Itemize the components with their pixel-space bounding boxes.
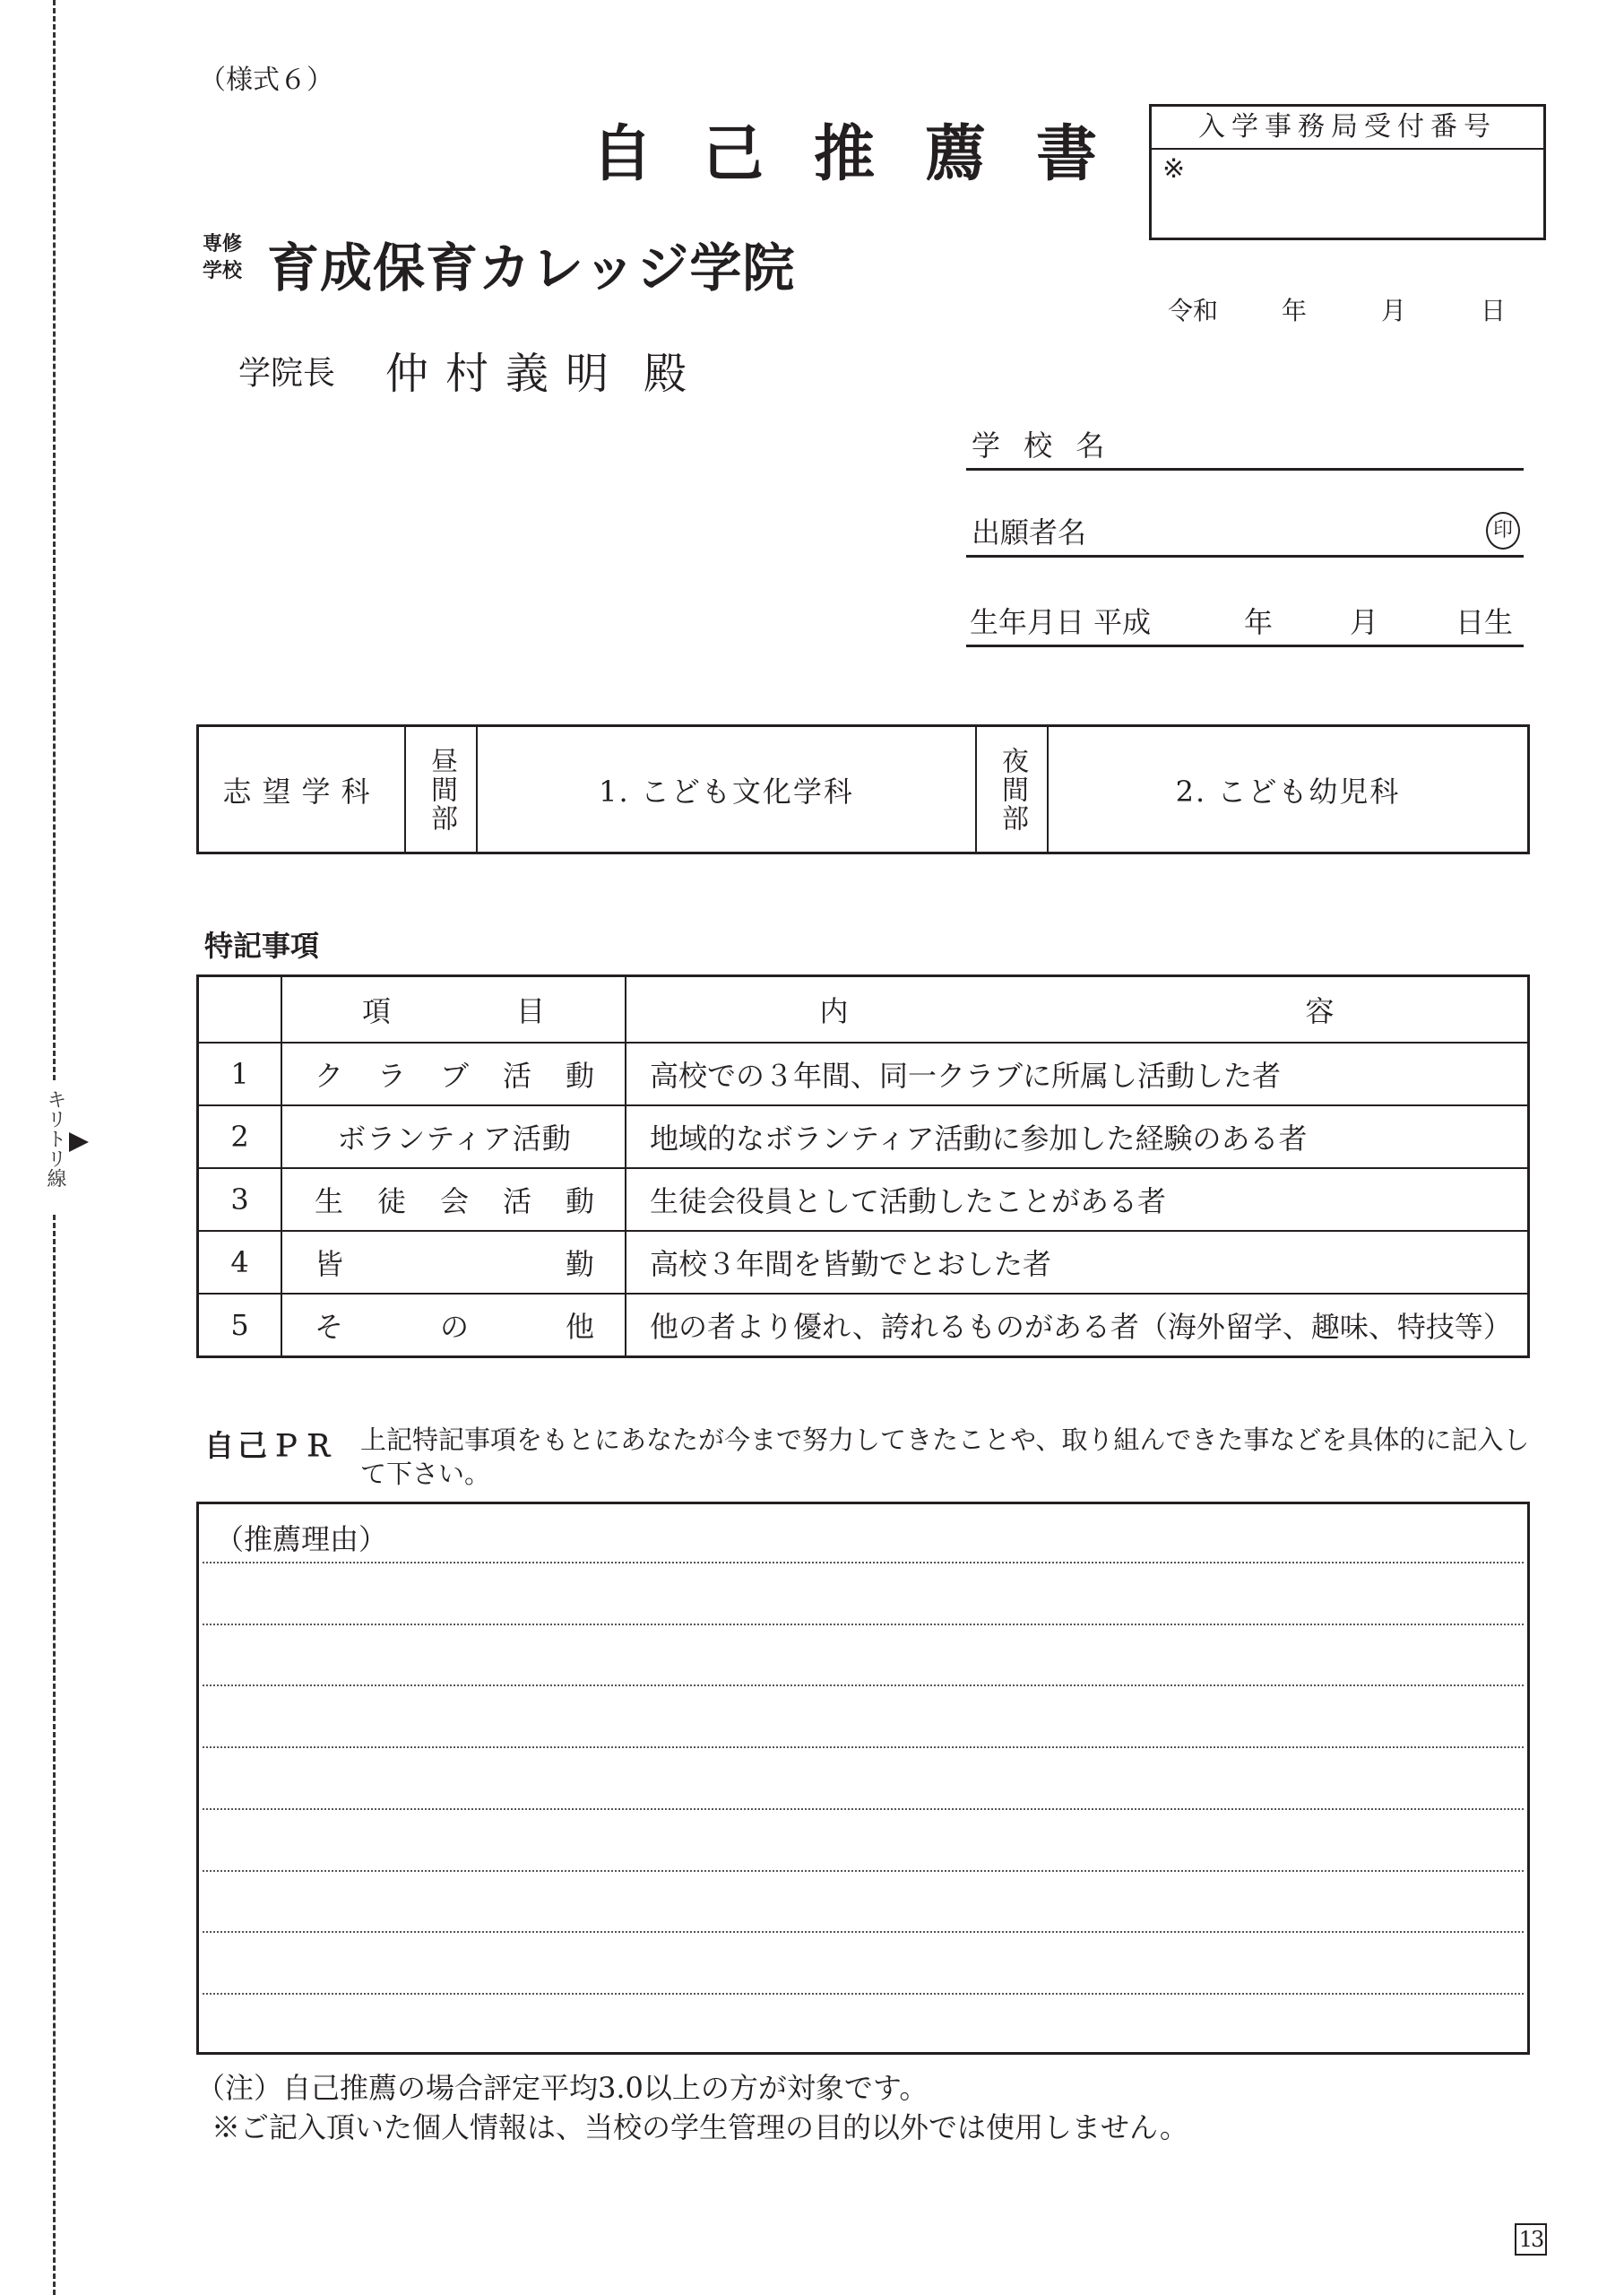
form-number: （様式６） bbox=[199, 65, 333, 96]
row-item-text: 動 bbox=[565, 1184, 594, 1218]
row-item-text: 会 bbox=[439, 1184, 469, 1218]
birth-year-label: 年 bbox=[1244, 605, 1274, 639]
school-type-line1: 専修 bbox=[203, 233, 243, 255]
table-row bbox=[199, 1104, 1527, 1167]
writing-line bbox=[203, 1993, 1524, 1995]
row-item bbox=[282, 1232, 626, 1293]
row-item-text: 他 bbox=[565, 1310, 594, 1344]
header-item bbox=[282, 977, 626, 1042]
option-kodomo-bunka[interactable]: 1. こども文化学科 bbox=[478, 727, 977, 852]
writing-line bbox=[203, 1746, 1524, 1748]
special-items-table bbox=[196, 974, 1530, 1358]
school-name-field[interactable] bbox=[966, 429, 1524, 471]
receipt-number-header: 入学事務局受付番号 bbox=[1152, 107, 1543, 150]
table-row bbox=[199, 1167, 1527, 1230]
row-number: 3 bbox=[199, 1169, 282, 1230]
school-type bbox=[203, 231, 242, 285]
row-item-text: 徒 bbox=[376, 1184, 406, 1218]
writing-line bbox=[203, 1624, 1524, 1625]
receipt-number-field[interactable] bbox=[1152, 150, 1543, 185]
writing-line bbox=[203, 1808, 1524, 1810]
date-era: 令和 bbox=[1168, 296, 1219, 325]
cut-arrow-icon bbox=[69, 1132, 89, 1152]
row-content: 地域的なボランティア活動に参加した経験のある者 bbox=[650, 1122, 1308, 1156]
row-item-text: ラ bbox=[376, 1059, 406, 1093]
recommendation-reason-field[interactable] bbox=[196, 1502, 1530, 2055]
school-name-label: 学 校 名 bbox=[972, 429, 1112, 463]
department-choice-table bbox=[196, 724, 1530, 854]
row-item-text: 活 bbox=[502, 1184, 531, 1218]
birth-month-label: 月 bbox=[1350, 605, 1379, 639]
birthdate-field[interactable] bbox=[966, 605, 1524, 647]
row-item-text: の bbox=[439, 1310, 469, 1344]
row-number: 2 bbox=[199, 1106, 282, 1167]
self-pr-label: 自己ＰＲ bbox=[204, 1428, 337, 1463]
school-type-line2: 学校 bbox=[203, 260, 243, 282]
row-item bbox=[282, 1106, 626, 1167]
date-year-label: 年 bbox=[1282, 296, 1308, 325]
header-no bbox=[199, 977, 282, 1042]
row-item-text: そ bbox=[315, 1310, 344, 1344]
row-content: 高校での３年間、同一クラブに所属し活動した者 bbox=[650, 1059, 1282, 1093]
writing-line bbox=[203, 1870, 1524, 1872]
note-grade-requirement: （注）自己推薦の場合評定平均3.0以上の方が対象です。 bbox=[196, 2071, 929, 2105]
writing-line bbox=[203, 1931, 1524, 1933]
header-item-char: 目 bbox=[516, 994, 546, 1028]
row-number: 1 bbox=[199, 1044, 282, 1104]
option-kodomo-youji[interactable]: 2. こども幼児科 bbox=[1175, 774, 1401, 809]
reference-mark: ※ bbox=[1162, 153, 1186, 185]
page-title: 自己推薦書 bbox=[592, 119, 1148, 190]
table-row bbox=[199, 1293, 1527, 1355]
writing-line bbox=[203, 1684, 1524, 1686]
table-header-row bbox=[199, 977, 1527, 1042]
self-pr-instruction: 上記特記事項をもとにあなたが今まで努力してきたことや、取り組んできた事などを具体的に記入して下さい。 bbox=[360, 1425, 1530, 1489]
addressee-name bbox=[385, 339, 704, 401]
header-content-char: 内 bbox=[819, 994, 849, 1028]
department-choice-label: 志望学科 bbox=[199, 727, 406, 852]
recommendation-reason-label: （推薦理由） bbox=[215, 1522, 388, 1556]
row-item bbox=[282, 1169, 626, 1230]
row-item-text: ブ bbox=[439, 1059, 469, 1093]
row-item bbox=[282, 1295, 626, 1355]
writing-line bbox=[203, 1562, 1524, 1563]
applicant-name-label: 出願者名 bbox=[972, 515, 1087, 550]
date-day-label: 日 bbox=[1481, 296, 1507, 325]
cut-line-bottom bbox=[53, 1215, 56, 2295]
seal-icon: 印 bbox=[1486, 512, 1520, 550]
birthdate-label: 生年月日 平成 bbox=[970, 605, 1152, 639]
row-content: 他の者より優れ、誇れるものがある者（海外留学、趣味、特技等） bbox=[650, 1310, 1512, 1344]
row-item-text: 皆 bbox=[315, 1247, 344, 1281]
header-item-char: 項 bbox=[361, 994, 391, 1028]
row-number: 4 bbox=[199, 1232, 282, 1293]
cut-line-label: キリトリ線 bbox=[44, 1089, 66, 1188]
date-month-label: 月 bbox=[1381, 296, 1407, 325]
school-name: 育成保育カレッジ学院 bbox=[267, 238, 796, 299]
receipt-number-box bbox=[1149, 104, 1546, 240]
principal-name: 仲村義明 bbox=[385, 349, 626, 399]
row-item-text: 活 bbox=[502, 1059, 531, 1093]
addressee-title: 学院長 bbox=[238, 355, 336, 392]
row-item-text: 動 bbox=[565, 1059, 594, 1093]
row-number: 5 bbox=[199, 1295, 282, 1355]
row-item-text: ク bbox=[315, 1059, 344, 1093]
birth-day-label: 日生 bbox=[1456, 605, 1514, 639]
cut-line-top bbox=[53, 0, 56, 1080]
row-content: 高校３年間を皆勤でとおした者 bbox=[650, 1247, 1052, 1281]
row-item-text: 生 bbox=[315, 1184, 344, 1218]
page-number: 13 bbox=[1515, 2223, 1547, 2256]
table-row bbox=[199, 1230, 1527, 1293]
honorific: 殿 bbox=[644, 349, 704, 399]
night-division-label: 夜間部 bbox=[977, 727, 1049, 852]
special-items-heading: 特記事項 bbox=[204, 929, 320, 963]
applicant-name-field[interactable] bbox=[966, 515, 1524, 558]
row-item-text: ボランティア活動 bbox=[337, 1122, 572, 1156]
header-content-char: 容 bbox=[1305, 994, 1335, 1028]
note-privacy: ※ご記入頂いた個人情報は、当校の学生管理の目的以外では使用しません。 bbox=[212, 2110, 1188, 2144]
day-division-label: 昼間部 bbox=[406, 727, 478, 852]
table-row bbox=[199, 1042, 1527, 1104]
row-item-text: 勤 bbox=[565, 1247, 594, 1281]
row-content: 生徒会役員として活動したことがある者 bbox=[650, 1184, 1167, 1218]
header-content bbox=[626, 977, 1527, 1042]
row-item bbox=[282, 1044, 626, 1104]
